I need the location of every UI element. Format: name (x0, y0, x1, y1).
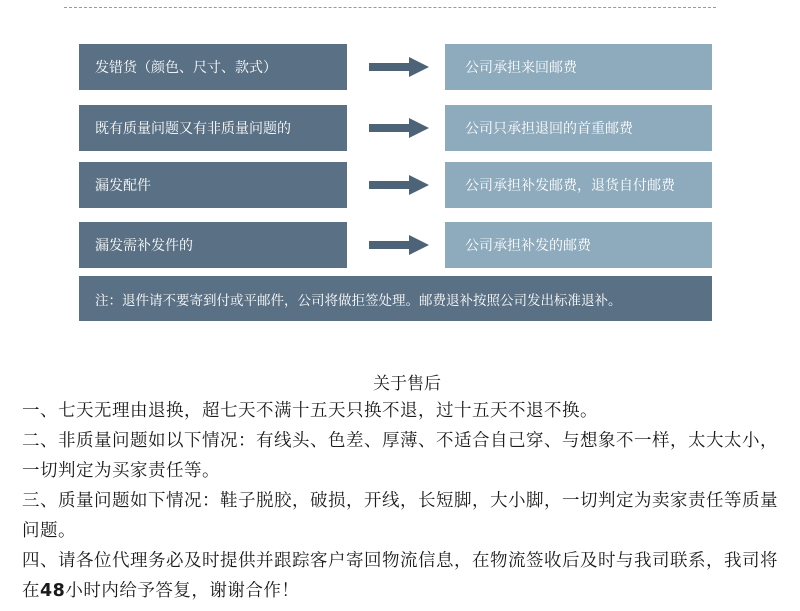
aftersale-item-2: 二、非质量问题如以下情况：有线头、色差、厚薄、不适合自己穿、与想象不一样，太大太小，一切判定为买家责任等。 (22, 431, 778, 481)
policy-result: 公司承担补发邮费，退货自付邮费 (445, 162, 712, 208)
aftersale-item-1: 一、七天无理由退换，超七天不满十五天只换不退，过十五天不退不换。 (22, 401, 598, 421)
aftersale-item-4-tail: 小时内给予答复，谢谢合作！ (65, 581, 300, 601)
policy-result: 公司承担补发的邮费 (445, 222, 712, 268)
policy-condition: 漏发配件 (79, 162, 347, 208)
reply-hours: 48 (40, 581, 66, 601)
policy-result: 公司只承担退回的首重邮费 (445, 105, 712, 151)
aftersale-item-4 (22, 546, 782, 606)
policy-note: 注：退件请不要寄到付或平邮件，公司将做拒签处理。邮费退补按照公司发出标准退补。 (79, 276, 712, 321)
policy-row (79, 222, 712, 268)
aftersale-item-3: 三、质量问题如下情况：鞋子脱胶，破损，开线，长短脚，大小脚，一切判定为卖家责任等质量问题。 (22, 491, 778, 541)
right-arrow-icon (369, 175, 429, 195)
right-arrow-icon (369, 57, 429, 77)
policy-condition: 既有质量问题又有非质量问题的 (79, 105, 347, 151)
aftersale-title: 关于售后 (373, 374, 441, 394)
policy-result: 公司承担来回邮费 (445, 44, 712, 90)
policy-row (79, 162, 712, 208)
policy-row (79, 105, 712, 151)
policy-condition: 发错货（颜色、尺寸、款式） (79, 44, 347, 90)
policy-condition: 漏发需补发件的 (79, 222, 347, 268)
aftersale-item-4-text: 四、请各位代理务必及时提供并跟踪客户寄回物流信息，在物流签收后及时与我司联系，我司将在 (22, 551, 778, 601)
right-arrow-icon (369, 118, 429, 138)
top-dashed-divider (64, 7, 716, 8)
policy-row (79, 44, 712, 90)
aftersale-section (22, 372, 782, 606)
right-arrow-icon (369, 235, 429, 255)
